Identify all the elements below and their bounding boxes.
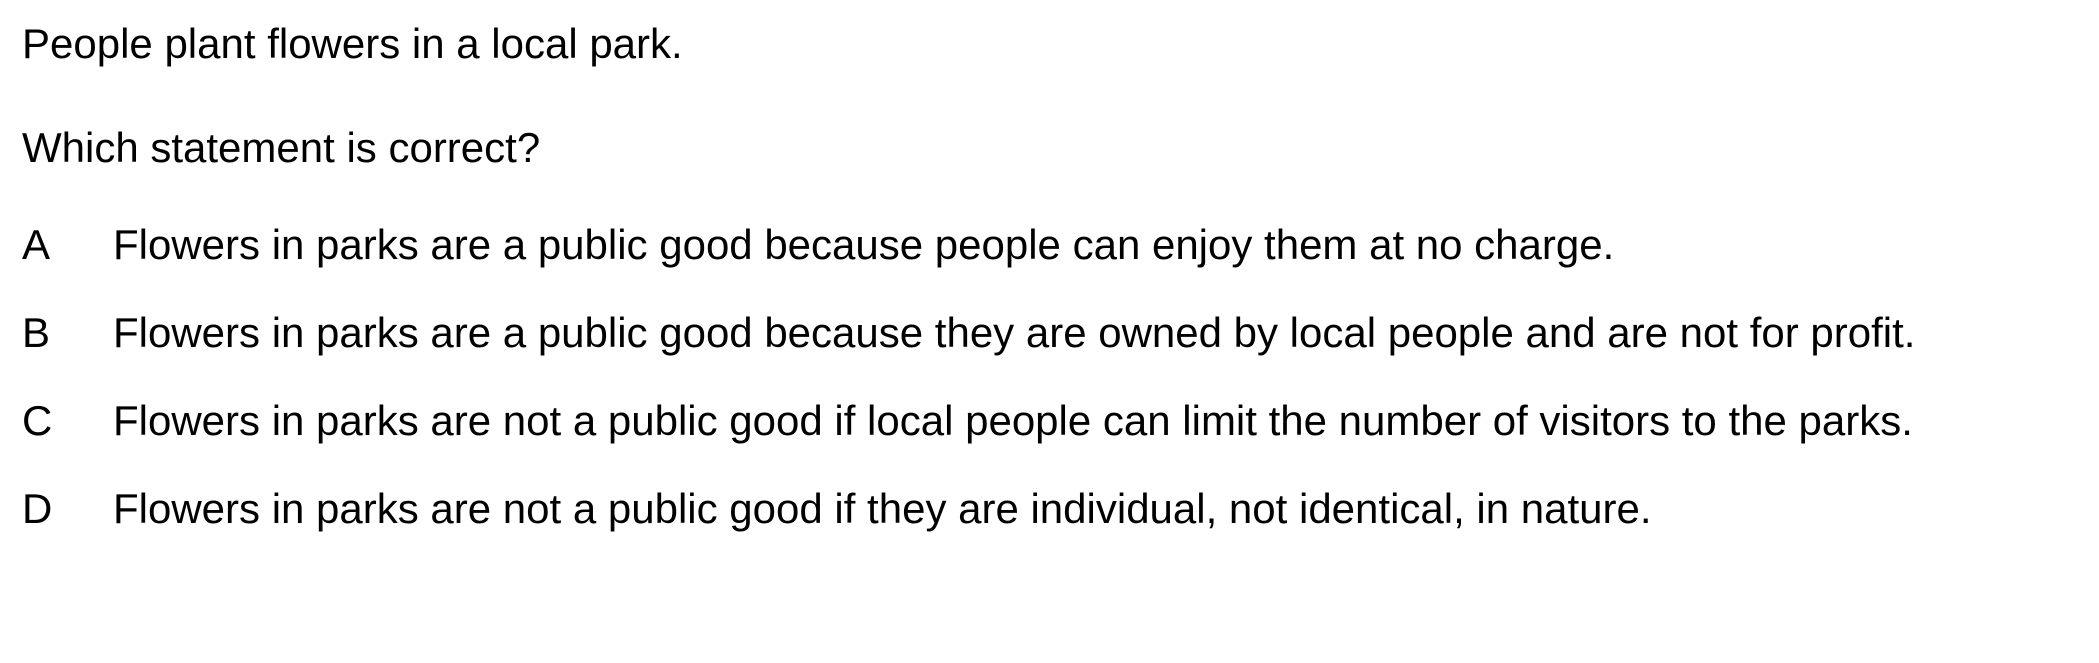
answer-options <box>22 218 2062 536</box>
question-context: People plant flowers in a local park. <box>22 20 683 67</box>
option-c <box>22 394 2062 448</box>
option-letter: B <box>22 309 51 356</box>
question-document <box>22 8 2062 536</box>
option-letter: A <box>22 221 51 268</box>
option-text: Flowers in parks are a public good because people can enjoy them at no charge. <box>113 221 1615 268</box>
option-text: Flowers in parks are not a public good if local people can limit the number of visitors to the parks. <box>113 397 1913 444</box>
option-text: Flowers in parks are not a public good if they are individual, not identical, in nature. <box>113 485 1652 532</box>
option-a <box>22 218 2062 272</box>
option-b <box>22 306 2062 360</box>
option-letter: C <box>22 397 53 444</box>
option-letter: D <box>22 485 53 532</box>
question-prompt: Which statement is correct? <box>22 124 541 171</box>
option-d <box>22 482 2062 536</box>
option-text: Flowers in parks are a public good because they are owned by local people and are not for profit. <box>113 309 1916 356</box>
